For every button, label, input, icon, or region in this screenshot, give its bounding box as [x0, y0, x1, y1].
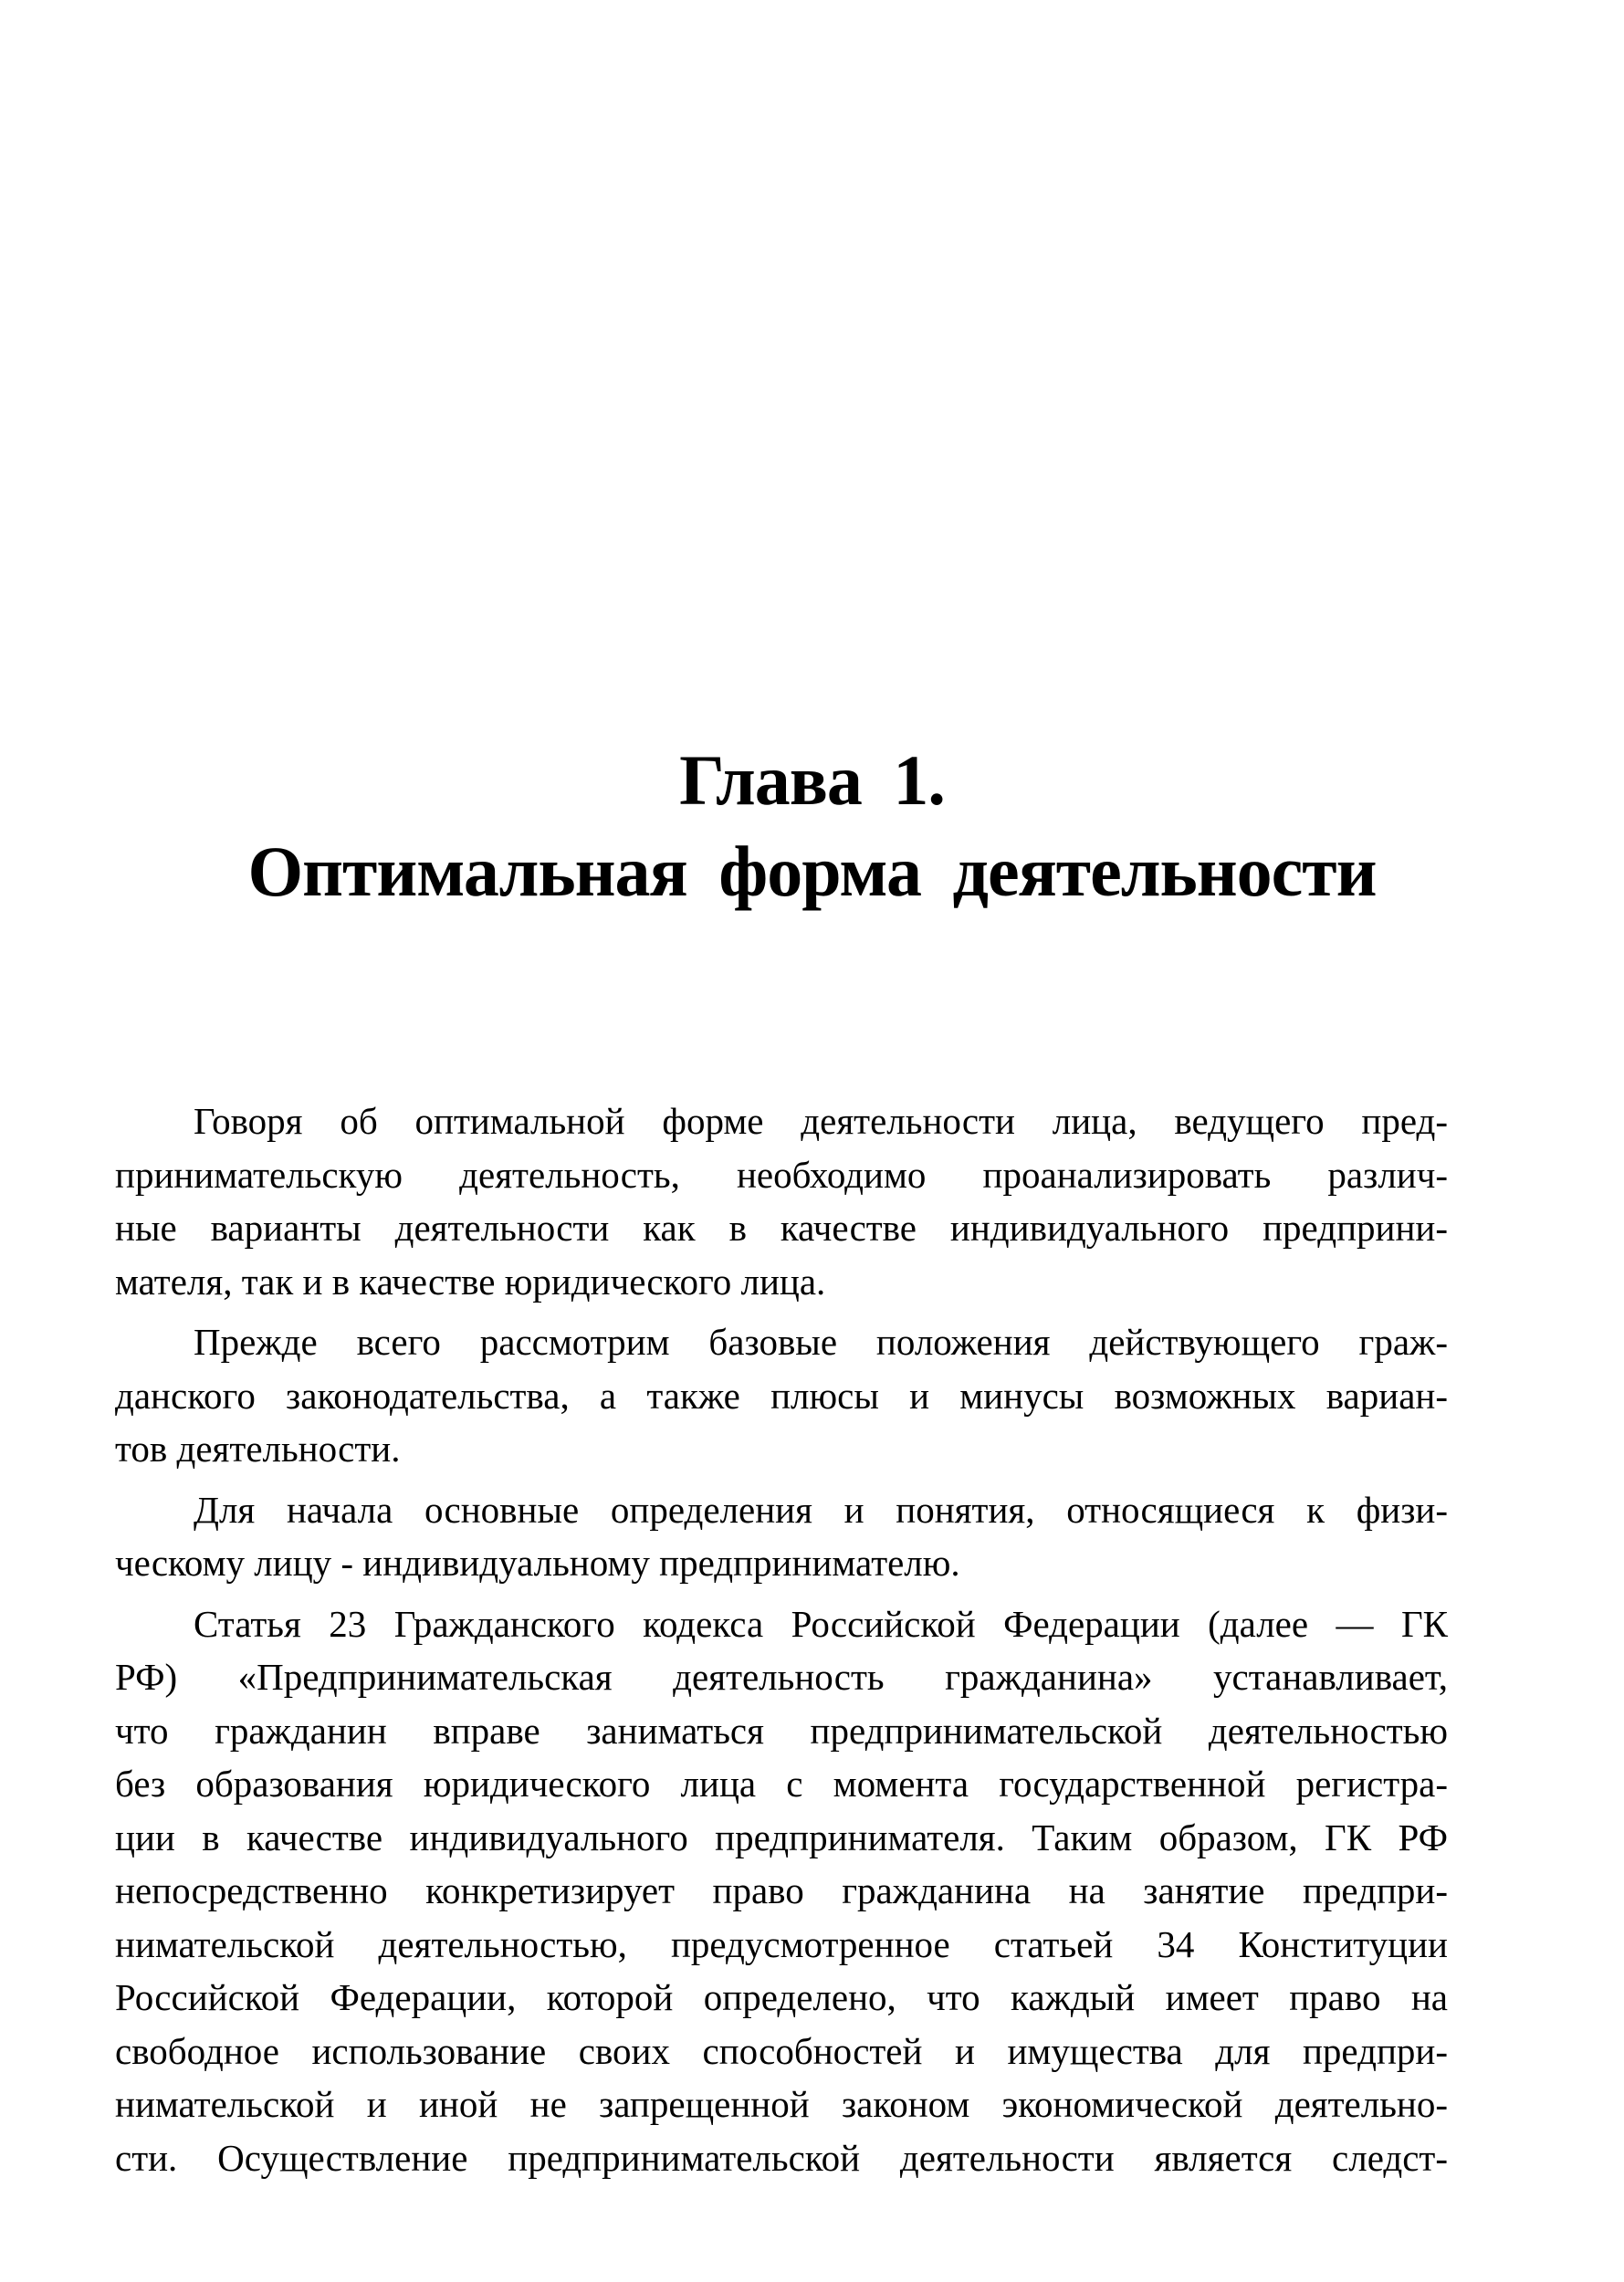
text-line: что гражданин вправе заниматься предпринимательской деятельностью — [115, 1709, 1448, 1752]
text-line: Прежде всего рассмотрим базовые положения действующего граж- — [194, 1321, 1448, 1363]
text-line: данского законодательства, а также плюсы и минусы возможных вариан- — [115, 1374, 1448, 1417]
chapter-heading — [0, 735, 1624, 917]
text-line: мателя, так и в качестве юридического лица. — [115, 1260, 826, 1303]
paragraph — [115, 1483, 1448, 1590]
text-line: без образования юридического лица с момента государственной регистра- — [115, 1763, 1448, 1805]
text-line: ные варианты деятельности как в качестве индивидуального предприни- — [115, 1207, 1448, 1249]
text-line: ческому лицу - индивидуальному предпринимателю. — [115, 1542, 960, 1584]
text-line: Для начала основные определения и понятия, относящиеся к физи- — [194, 1488, 1448, 1531]
text-line: непосредственно конкретизирует право гражданина на занятие предпри- — [115, 1869, 1448, 1911]
text-line: сти. Осуществление предпринимательской деятельности является следст- — [115, 2136, 1448, 2179]
paragraph — [115, 1094, 1448, 1308]
text-line: свободное использование своих способностей и имущества для предпри- — [115, 2029, 1448, 2072]
text-line: Российской Федерации, которой определено, что каждый имеет право на — [115, 1976, 1448, 2018]
text-line: ции в качестве индивидуального предпринимателя. Таким образом, ГК РФ — [115, 1816, 1448, 1858]
paragraph — [115, 1315, 1448, 1476]
text-line: РФ) «Предпринимательская деятельность гражданина» устанавливает, — [115, 1656, 1448, 1698]
text-line: нимательской и иной не запрещенной законом экономической деятельно- — [115, 2083, 1448, 2125]
body-text — [115, 1094, 1448, 2184]
text-line: нимательской деятельностью, предусмотренное статьей 34 Конституции — [115, 1922, 1448, 1965]
paragraph — [115, 1597, 1448, 2185]
text-line: Статья 23 Гражданского кодекса Российской Федерации (далее — ГК — [194, 1602, 1448, 1645]
text-line: тов деятельности. — [115, 1428, 401, 1470]
chapter-title: Оптимальная форма деятельности — [247, 832, 1377, 911]
text-line: принимательскую деятельность, необходимо проанализировать различ- — [115, 1153, 1448, 1196]
chapter-number: Глава 1. — [679, 740, 945, 820]
text-line: Говоря об оптимальной форме деятельности лица, ведущего пред- — [194, 1100, 1448, 1142]
